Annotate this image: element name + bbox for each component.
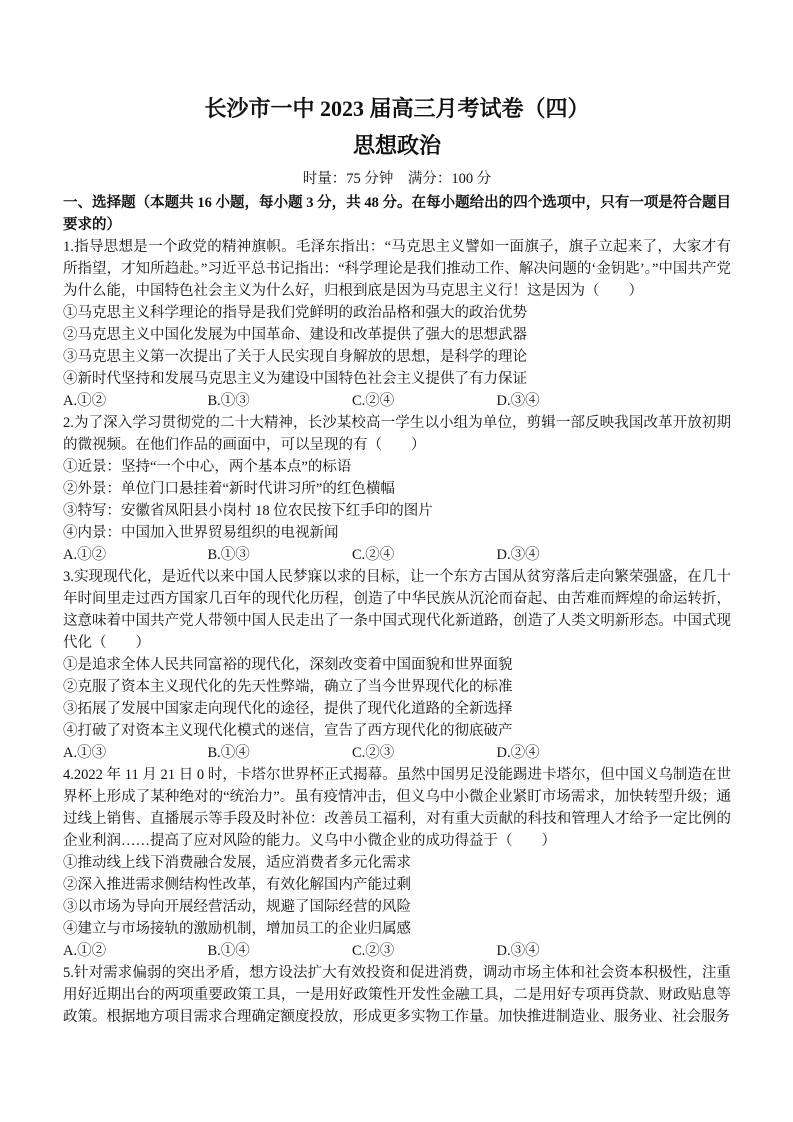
question-3-option-b: B.①④ [207, 745, 250, 761]
question-2-item-3: ③特写：安徽省凤阳县小岗村 18 位农民按下红手印的图片 [63, 503, 433, 519]
question-3-option-c: C.②③ [352, 745, 395, 761]
question-2 [63, 412, 731, 566]
question-3-option-d: D.②④ [496, 745, 540, 761]
question-2-option-b: B.①③ [207, 547, 250, 563]
question-3-options [63, 742, 731, 764]
question-2-stem: 2.为了深入学习贯彻党的二十大精神，长沙某校高一学生以小组为单位，剪辑一部反映我国改革开放初期的微视频。在他们作品的画面中，可以呈现的有（ ） [63, 415, 731, 453]
question-5 [63, 962, 731, 1028]
question-3 [63, 566, 731, 764]
question-4-item-3: ③以市场为导向开展经营活动，规避了国际经营的风险 [63, 899, 411, 915]
question-2-item-1: ①近景：坚持“一个中心，两个基本点”的标语 [63, 459, 352, 475]
question-4-option-d: D.③④ [496, 943, 540, 959]
question-2-option-c: C.②④ [352, 547, 395, 563]
question-2-option-a: A.①② [63, 547, 107, 563]
question-1 [63, 236, 731, 412]
question-2-options [63, 544, 731, 566]
paper-title: 长沙市一中 2023 届高三月考试卷（四） [204, 96, 590, 121]
question-1-option-a: A.①② [63, 393, 107, 409]
question-3-item-1: ①是追求全体人民共同富裕的现代化，深刻改变着中国面貌和世界面貌 [63, 657, 513, 673]
question-3-item-3: ③拓展了发展中国家走向现代化的途径，提供了现代化道路的全新选择 [63, 701, 513, 717]
question-4-item-1: ①推动线上线下消费融合发展，适应消费者多元化需求 [63, 855, 411, 871]
question-3-stem: 3.实现现代化，是近代以来中国人民梦寐以求的目标，让一个东方古国从贫穷落后走向繁荣强盛，在几十年时间里走过西方国家几百年的现代化历程，创造了中华民族从沉沦而奋起、由苦难而辉煌的命运转折，这意味着中国共产党人带领中国人民走出了一条中国式现代化新道路，创造了人类文明新形态。中国式现代化（ ） [63, 569, 731, 651]
question-4-options [63, 940, 731, 962]
question-1-stem: 1.指导思想是一个政党的精神旗帜。毛泽东指出：“马克思主义譬如一面旗子，旗子立起来了，大家才有所指望，才知所趋赴。”习近平总书记指出：“科学理论是我们推动工作、解决问题的‘金钥匙’。”中国共产党为什么能，中国特色社会主义为什么好，归根到底是因为马克思主义行！这是因为（ ） [63, 239, 731, 299]
question-3-item-2: ②克服了资本主义现代化的先天性弊端，确立了当今世界现代化的标准 [63, 679, 513, 695]
question-4-option-c: C.②③ [352, 943, 395, 959]
question-1-item-1: ①马克思主义科学理论的指导是我们党鲜明的政治品格和强大的政治优势 [63, 305, 527, 321]
question-2-item-2: ②外景：单位门口悬挂着“新时代讲习所”的红色横幅 [63, 481, 395, 497]
section-header: 一、选择题（本题共 16 小题，每小题 3 分，共 48 分。在每小题给出的四个选项中，只有一项是符合题目要求的） [63, 195, 731, 233]
question-5-stem: 5.针对需求偏弱的突出矛盾，想方设法扩大有效投资和促进消费，调动市场主体和社会资本积极性，注重用好近期出台的两项重要政策工具，一是用好政策性开发性金融工具，二是用好专项再贷款、财政贴息等政策。根据地方项目需求合理确定额度投放，形成更多实物工作量。加快推进制造业、服务业、社会服务 [63, 965, 731, 1025]
question-2-option-d: D.③④ [496, 547, 540, 563]
question-1-item-2: ②马克思主义中国化发展为中国革命、建设和改革提供了强大的思想武器 [63, 327, 527, 343]
question-1-item-3: ③马克思主义第一次提出了关于人民实现自身解放的思想，是科学的理论 [63, 349, 527, 365]
question-4-item-4: ④建立与市场接轨的激励机制，增加员工的企业归属感 [63, 921, 411, 937]
question-4-option-b: B.①④ [207, 943, 250, 959]
question-1-option-d: D.③④ [496, 393, 540, 409]
question-1-item-4: ④新时代坚持和发展马克思主义为建设中国特色社会主义提供了有力保证 [63, 371, 527, 387]
question-1-options [63, 390, 731, 412]
paper-subject: 思想政治 [352, 133, 441, 158]
question-4-option-a: A.①② [63, 943, 107, 959]
question-4-item-2: ②深入推进需求侧结构性改革，有效化解国内产能过剩 [63, 877, 411, 893]
question-2-item-4: ④内景：中国加入世界贸易组织的电视新闻 [63, 525, 339, 541]
question-1-option-c: C.②④ [352, 393, 395, 409]
paper-meta: 时量：75 分钟 满分：100 分 [302, 171, 492, 187]
question-1-option-b: B.①③ [207, 393, 250, 409]
question-3-item-4: ④打破了对资本主义现代化模式的迷信，宣告了西方现代化的彻底破产 [63, 723, 513, 739]
question-4 [63, 764, 731, 962]
question-3-option-a: A.①③ [63, 745, 107, 761]
question-4-stem: 4.2022 年 11 月 21 日 0 时，卡塔尔世界杯正式揭幕。虽然中国男足没能踢进卡塔尔，但中国义乌制造在世界杯上形成了某种绝对的“统治力”。虽有疫情冲击，但义乌中小微企业紧盯市场需求，加快转型升级；通过线上销售、直播展示等手段及时补位：改善员工福利，对有重大贡献的科技和管理人才给予一定比例的企业利润……提高了应对风险的能力。义乌中小微企业的成功得益于（ ） [63, 767, 731, 849]
